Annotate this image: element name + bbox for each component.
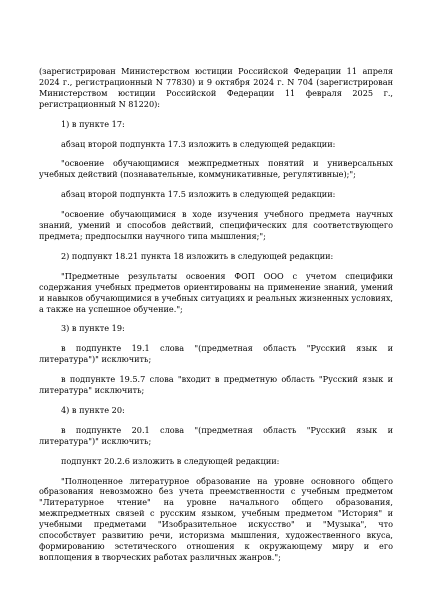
paragraph-registration: (зарегистрирован Министерством юстиции Российской Федерации 11 апреля 2024 г., регистрационный N 77830) и 9 октября 2024 г. N 704 (зарегистрирован Министерством юстиции Российской Федерации 11 февраля 2025 г., регистрационный N 81220): — [39, 66, 393, 109]
paragraph-19-1: в подпункте 19.1 слова "(предметная область "Русский язык и литература")" исключить; — [39, 343, 393, 365]
paragraph-20-2-6-intro: подпункт 20.2.6 изложить в следующей редакции: — [61, 455, 280, 466]
paragraph-item-2: 2) подпункт 18.21 пункта 18 изложить в следующей редакции: — [61, 250, 334, 261]
paragraph-17-5-intro: абзац второй подпункта 17.5 изложить в следующей редакции: — [61, 189, 336, 200]
paragraph-item-4: 4) в пункте 20: — [61, 404, 125, 415]
paragraph-19-5-7: в подпункте 19.5.7 слова "входит в предметную область "Русский язык и литература" исключить; — [39, 374, 393, 396]
paragraph-17-3-intro: абзац второй подпункта 17.3 изложить в следующей редакции: — [61, 138, 336, 149]
paragraph-17-3-text: "освоение обучающимися межпредметных понятий и универсальных учебных действий (познавательные, коммуникативные, регулятивные);"; — [39, 158, 393, 180]
paragraph-17-5-text: "освоение обучающимися в ходе изучения учебного предмета научных знаний, умений и способов действий, специфических для соответствующего предмета; предпосылки научного типа мышления;"; — [39, 209, 393, 241]
paragraph-item-1: 1) в пункте 17: — [61, 118, 125, 129]
paragraph-20-2-6-text: "Полноценное литературное образование на уровне основного общего образования невозможно без учета преемственности с учебным предметом "Литературное чтение" на уровне начального общего образования, межпредметных связей с русским языком, учебным предметом "История" и учебными предметами "Изобразительное искусство" и "Музыка", что способствует развитию речи, историзма мышления, художественного вкуса, формированию эстетического отношения к окружающему миру и его воплощения в творческих работах различных жанров."; — [39, 475, 393, 562]
paragraph-18-21-text: "Предметные результаты освоения ФОП ООО с учетом специфики содержания учебных предметов ориентированы на применение знаний, умений и навыков обучающимися в учебных ситуациях и реальных жизненных условиях, а также на успешное обучение."; — [39, 270, 393, 314]
paragraph-20-1: в подпункте 20.1 слова "(предметная область "Русский язык и литература")" исключить; — [39, 424, 393, 446]
paragraph-item-3: 3) в пункте 19: — [61, 323, 125, 334]
